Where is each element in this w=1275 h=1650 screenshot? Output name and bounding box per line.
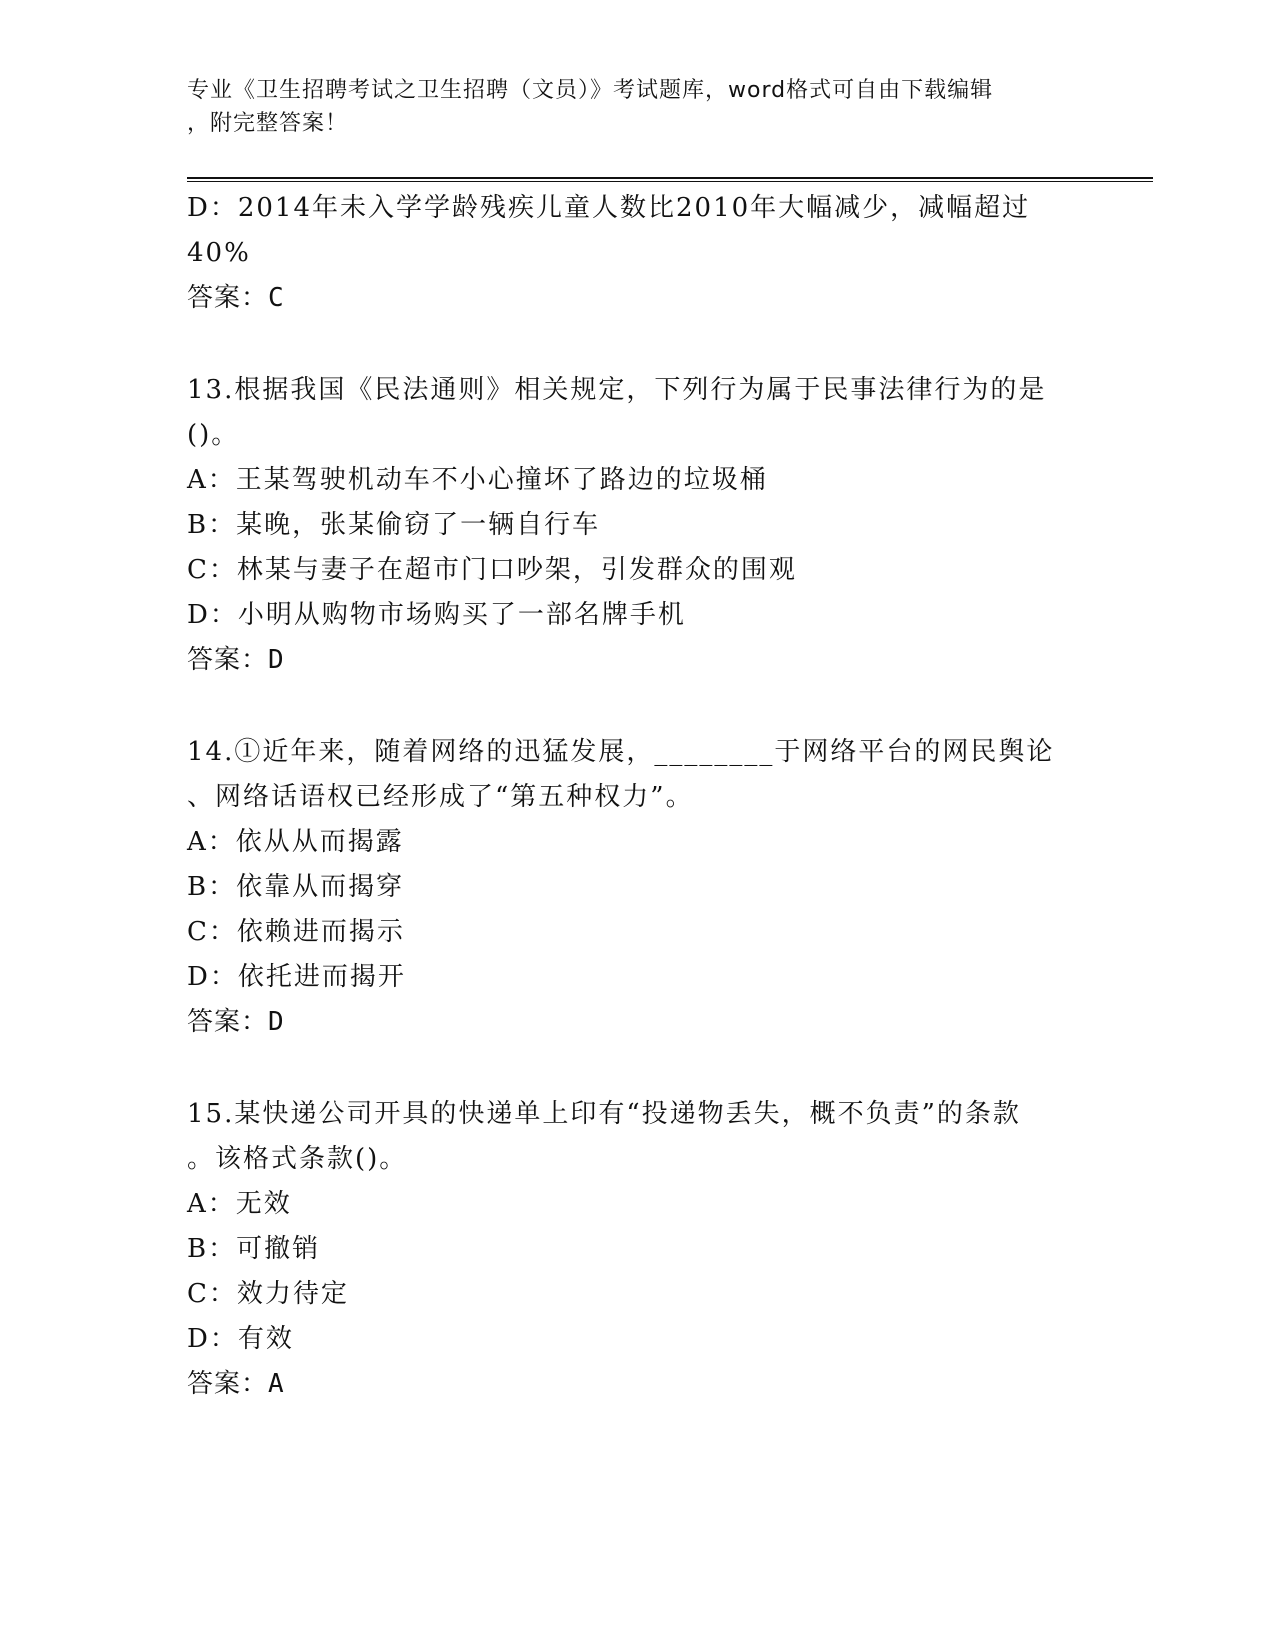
spacer [187, 683, 1087, 730]
question-stem: 15.某快递公司开具的快递单上印有“投递物丢失，概不负责”的条款 [187, 1099, 1021, 1129]
option-b: B：可撤销 [187, 1234, 321, 1264]
option-d: D：小明从购物市场购买了一部名牌手机 [187, 600, 686, 630]
answer-label: 答案： [187, 1369, 269, 1399]
answer-line [187, 1362, 1087, 1407]
answer-label: 答案： [187, 1007, 269, 1037]
option-c: C：效力待定 [187, 1279, 349, 1309]
option-a: A：无效 [187, 1189, 292, 1219]
question-stem-continued: ()。 [187, 420, 240, 450]
answer-line [187, 638, 1087, 683]
answer-label: 答案： [187, 283, 269, 313]
option-a: A：依从从而揭露 [187, 827, 404, 857]
page-header [187, 74, 1067, 140]
answer-value: D [268, 1007, 285, 1037]
header-line-1: 专业《卫生招聘考试之卫生招聘（文员）》考试题库，word格式可自由下载编辑 [187, 78, 994, 103]
option-d: D：依托进而揭开 [187, 962, 406, 992]
answer-label: 答案： [187, 645, 269, 675]
option-c: C：依赖进而揭示 [187, 917, 405, 947]
option-d-continued: 40% [187, 238, 251, 268]
option-b: B：依靠从而揭穿 [187, 872, 405, 902]
question-14 [187, 730, 1087, 1045]
option-b: B：某晚，张某偷窃了一辆自行车 [187, 510, 601, 540]
answer-value: A [268, 1369, 285, 1399]
option-d: D：2014年未入学学龄残疾儿童人数比2010年大幅减少，减幅超过 [187, 193, 1031, 223]
spacer [187, 1045, 1087, 1092]
answer-value: C [268, 283, 285, 313]
question-13 [187, 368, 1087, 683]
question-stem-continued: 。该格式条款()。 [187, 1144, 408, 1174]
header-divider [187, 177, 1153, 182]
question-12-tail [187, 186, 1087, 321]
question-stem: 14.①近年来，随着网络的迅猛发展，________于网络平台的网民舆论 [187, 737, 1055, 767]
answer-line [187, 276, 1087, 321]
question-stem-continued: 、网络话语权已经形成了“第五种权力”。 [187, 782, 694, 812]
option-a: A：王某驾驶机动车不小心撞坏了路边的垃圾桶 [187, 465, 768, 495]
spacer [187, 321, 1087, 368]
header-line-2: ，附完整答案！ [187, 111, 349, 136]
question-15 [187, 1092, 1087, 1407]
document-body [187, 186, 1087, 1407]
option-d: D：有效 [187, 1324, 294, 1354]
question-stem: 13.根据我国《民法通则》相关规定，下列行为属于民事法律行为的是 [187, 375, 1047, 405]
answer-line [187, 1000, 1087, 1045]
answer-value: D [268, 645, 285, 675]
option-c: C：林某与妻子在超市门口吵架，引发群众的围观 [187, 555, 797, 585]
